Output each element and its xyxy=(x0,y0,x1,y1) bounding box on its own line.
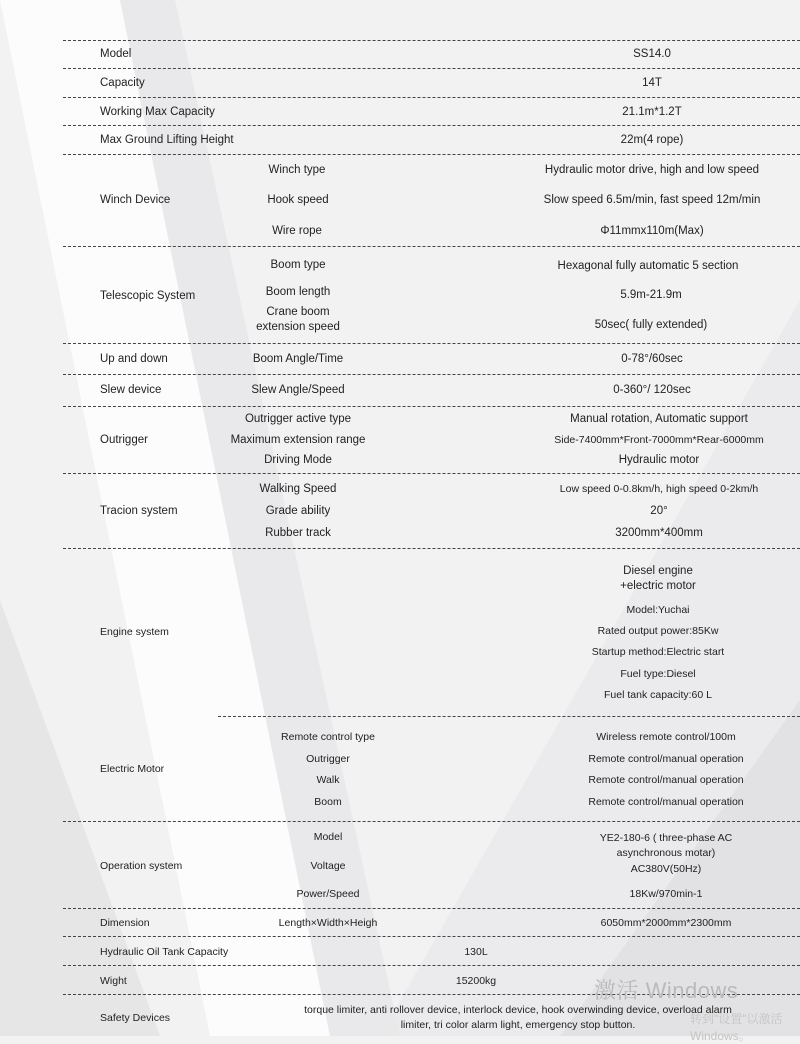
walking-speed-value: Low speed 0-0.8km/h, high speed 0-2km/h xyxy=(559,483,759,495)
safety-devices-line-1: torque limiter, anti rollover device, interlock device, hook overwinding device, overload alarm xyxy=(304,1004,732,1016)
grade-ability-name: Grade ability xyxy=(265,505,331,517)
row-divider xyxy=(63,154,800,155)
dimension-name: Length×Width×Heigh xyxy=(278,917,378,929)
row-divider xyxy=(63,97,800,98)
remote-control-type-value: Wireless remote control/100m xyxy=(596,731,736,743)
winch-type-name: Winch type xyxy=(268,164,326,176)
outrigger-active-type-name: Outrigger active type xyxy=(244,413,352,425)
driving-mode-value: Hydraulic motor xyxy=(618,454,700,466)
engine-line: Diesel engine xyxy=(623,565,693,577)
grade-ability-value: 20° xyxy=(650,505,668,517)
walk-control-name: Walk xyxy=(316,774,340,786)
boom-length-name: Boom length xyxy=(265,286,331,298)
row-divider xyxy=(63,548,800,549)
rubber-track-name: Rubber track xyxy=(265,527,331,539)
row-divider xyxy=(63,965,800,966)
boom-type-name: Boom type xyxy=(270,259,326,271)
boom-angle-time-value: 0-78°/60sec xyxy=(621,353,683,365)
remote-control-type-name: Remote control type xyxy=(281,731,375,743)
slew-angle-speed-name: Slew Angle/Speed xyxy=(251,384,345,396)
boom-length-value: 5.9m-21.9m xyxy=(620,289,682,301)
row-divider xyxy=(63,125,800,126)
walk-control-value: Remote control/manual operation xyxy=(588,774,744,786)
telescopic-system-label: Telescopic System xyxy=(100,290,196,302)
hook-speed-name: Hook speed xyxy=(267,194,329,206)
driving-mode-name: Driving Mode xyxy=(264,454,332,466)
engine-line: +electric motor xyxy=(620,580,696,592)
model-label: Model xyxy=(100,48,132,60)
activation-watermark-subtext: 转到"设置"以激活 Windows。 xyxy=(690,1012,783,1043)
crane-boom-name: Crane boom xyxy=(266,306,330,318)
extension-speed-name: extension speed xyxy=(256,321,340,333)
engine-line: Startup method:Electric start xyxy=(591,646,725,658)
winch-device-label: Winch Device xyxy=(100,194,171,206)
dimension-value: 6050mm*2000mm*2300mm xyxy=(600,917,732,929)
slew-angle-speed-value: 0-360°/ 120sec xyxy=(613,384,691,396)
maximum-extension-range-name: Maximum extension range xyxy=(230,434,366,446)
outrigger-active-type-value: Manual rotation, Automatic support xyxy=(570,413,748,425)
max-ground-lifting-height-value: 22m(4 rope) xyxy=(620,134,684,146)
capacity-value: 14T xyxy=(642,77,662,89)
row-divider xyxy=(63,343,800,344)
outrigger-label: Outrigger xyxy=(100,434,148,446)
engine-line: Model:Yuchai xyxy=(626,604,690,616)
wire-rope-name: Wire rope xyxy=(272,225,322,237)
outrigger-control-value: Remote control/manual operation xyxy=(588,753,744,765)
maximum-extension-range-value: Side-7400mm*Front-7000mm*Rear-6000mm xyxy=(554,434,764,446)
boom-angle-time-name: Boom Angle/Time xyxy=(252,353,344,365)
motor-model-value-2: asynchronous motar) xyxy=(616,847,716,859)
electric-motor-label: Electric Motor xyxy=(100,763,165,775)
row-divider xyxy=(63,68,800,69)
row-divider xyxy=(63,374,800,375)
row-divider xyxy=(63,40,800,41)
extension-speed-value: 50sec( fully extended) xyxy=(594,319,708,331)
max-ground-lifting-height-label: Max Ground Lifting Height xyxy=(100,134,234,146)
row-divider xyxy=(63,908,800,909)
hydraulic-oil-tank-value: 130L xyxy=(464,946,488,958)
power-speed-value: 18Kw/970min-1 xyxy=(629,888,703,900)
outrigger-control-name: Outrigger xyxy=(306,753,350,765)
working-max-capacity-label: Working Max Capacity xyxy=(100,106,215,118)
power-speed-name: Power/Speed xyxy=(296,888,360,900)
model-value: SS14.0 xyxy=(633,48,671,60)
capacity-label: Capacity xyxy=(100,77,145,89)
motor-model-name: Model xyxy=(313,831,343,843)
safety-devices-line-2: limiter, tri color alarm light, emergency stop button. xyxy=(400,1019,636,1031)
weight-label: Wight xyxy=(100,975,127,987)
traction-system-label: Tracion system xyxy=(100,505,178,517)
hydraulic-oil-tank-label: Hydraulic Oil Tank Capacity xyxy=(100,946,229,958)
row-divider xyxy=(63,246,800,247)
boom-control-value: Remote control/manual operation xyxy=(588,796,744,808)
activation-watermark: 激活 Windows xyxy=(594,978,739,1003)
row-divider xyxy=(63,473,800,474)
operation-system-label: Operation system xyxy=(100,860,183,872)
rubber-track-value: 3200mm*400mm xyxy=(615,527,703,539)
wire-rope-value: Φ11mmx110m(Max) xyxy=(600,225,704,237)
voltage-value: AC380V(50Hz) xyxy=(630,863,702,875)
voltage-name: Voltage xyxy=(310,860,346,872)
row-divider xyxy=(63,936,800,937)
walking-speed-name: Walking Speed xyxy=(259,483,337,495)
slew-device-label: Slew device xyxy=(100,384,162,396)
engine-line: Rated output power:85Kw xyxy=(597,625,719,637)
boom-type-value: Hexagonal fully automatic 5 section xyxy=(557,260,739,272)
engine-system-label: Engine system xyxy=(100,626,169,638)
row-divider xyxy=(63,406,800,407)
boom-control-name: Boom xyxy=(314,796,342,808)
engine-line: Fuel tank capacity:60 L xyxy=(604,689,712,701)
weight-value: 15200kg xyxy=(455,975,497,987)
winch-type-value: Hydraulic motor drive, high and low speed xyxy=(544,164,760,176)
row-divider xyxy=(218,716,800,717)
up-and-down-label: Up and down xyxy=(100,353,168,365)
working-max-capacity-value: 21.1m*1.2T xyxy=(622,106,682,118)
row-divider xyxy=(63,821,800,822)
hook-speed-value: Slow speed 6.5m/min, fast speed 12m/min xyxy=(543,194,761,206)
dimension-label: Dimension xyxy=(100,917,150,929)
safety-devices-label: Safety Devices xyxy=(100,1012,171,1024)
motor-model-value: YE2-180-6 ( three-phase AC xyxy=(599,832,733,844)
engine-line: Fuel type:Diesel xyxy=(620,668,696,680)
